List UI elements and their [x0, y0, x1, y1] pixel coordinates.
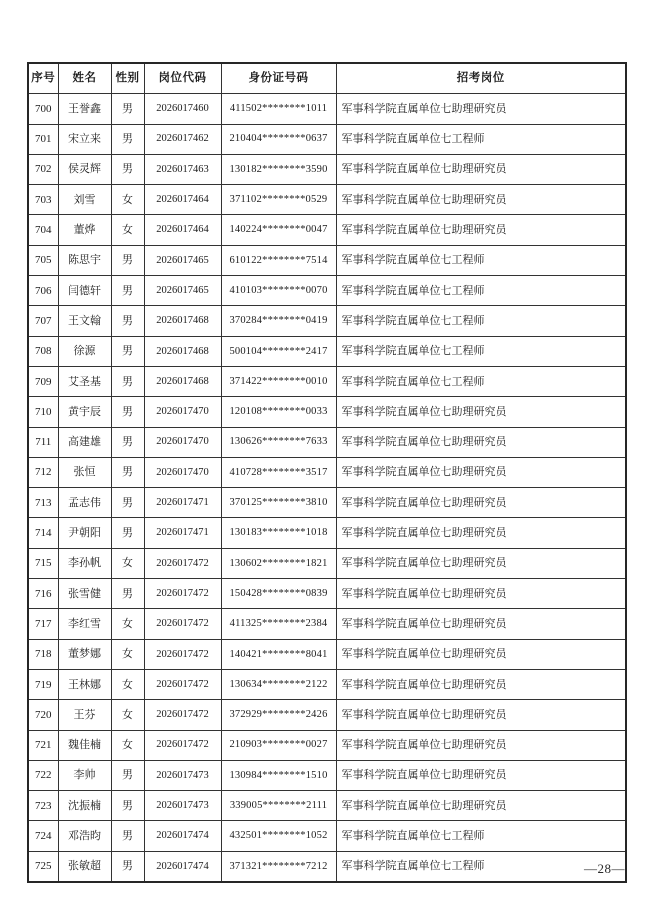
name-cell: 尹朝阳	[58, 518, 111, 548]
table-row	[28, 185, 626, 215]
recruit-position-cell: 军事科学院直属单位七助理研究员	[336, 730, 626, 760]
id-number-cell: 371321********7212	[221, 851, 336, 882]
table-row	[28, 336, 626, 366]
id-number-cell: 140421********8041	[221, 639, 336, 669]
recruit-position-cell: 军事科学院直属单位七助理研究员	[336, 154, 626, 184]
name-cell: 艾圣基	[58, 366, 111, 396]
position-code-cell: 2026017473	[144, 791, 221, 821]
name-cell: 宋立来	[58, 124, 111, 154]
gender-cell: 女	[111, 669, 144, 699]
name-cell: 张敏超	[58, 851, 111, 882]
recruit-position-cell: 军事科学院直属单位七助理研究员	[336, 427, 626, 457]
name-cell: 王誉鑫	[58, 94, 111, 124]
header-id-number-cell: 身份证号码	[221, 63, 336, 94]
serial-cell: 708	[28, 336, 58, 366]
recruit-position-cell: 军事科学院直属单位七助理研究员	[336, 760, 626, 790]
name-cell: 徐源	[58, 336, 111, 366]
serial-cell: 724	[28, 821, 58, 851]
serial-cell: 704	[28, 215, 58, 245]
table-row	[28, 548, 626, 578]
position-code-cell: 2026017471	[144, 518, 221, 548]
id-number-cell: 130984********1510	[221, 760, 336, 790]
gender-cell: 女	[111, 609, 144, 639]
gender-cell: 男	[111, 791, 144, 821]
table-header-row	[28, 63, 626, 94]
serial-cell: 718	[28, 639, 58, 669]
name-cell: 刘雪	[58, 185, 111, 215]
name-cell: 陈思宇	[58, 245, 111, 275]
id-number-cell: 410728********3517	[221, 457, 336, 487]
header-serial-cell: 序号	[28, 63, 58, 94]
name-cell: 侯灵辉	[58, 154, 111, 184]
header-position-code-cell: 岗位代码	[144, 63, 221, 94]
name-cell: 邓浩昀	[58, 821, 111, 851]
serial-cell: 706	[28, 276, 58, 306]
position-code-cell: 2026017472	[144, 579, 221, 609]
table-row	[28, 700, 626, 730]
recruit-position-cell: 军事科学院直属单位七助理研究员	[336, 518, 626, 548]
serial-cell: 715	[28, 548, 58, 578]
name-cell: 张雪健	[58, 579, 111, 609]
recruit-position-cell: 军事科学院直属单位七工程师	[336, 851, 626, 882]
table-row	[28, 579, 626, 609]
id-number-cell: 210903********0027	[221, 730, 336, 760]
id-number-cell: 610122********7514	[221, 245, 336, 275]
table-row	[28, 215, 626, 245]
serial-cell: 713	[28, 488, 58, 518]
position-code-cell: 2026017472	[144, 669, 221, 699]
serial-cell: 717	[28, 609, 58, 639]
table-row	[28, 639, 626, 669]
serial-cell: 705	[28, 245, 58, 275]
name-cell: 孟志伟	[58, 488, 111, 518]
recruit-position-cell: 军事科学院直属单位七助理研究员	[336, 488, 626, 518]
position-code-cell: 2026017472	[144, 639, 221, 669]
position-code-cell: 2026017468	[144, 306, 221, 336]
position-code-cell: 2026017471	[144, 488, 221, 518]
gender-cell: 男	[111, 245, 144, 275]
recruit-position-cell: 军事科学院直属单位七助理研究员	[336, 579, 626, 609]
recruit-position-cell: 军事科学院直属单位七工程师	[336, 336, 626, 366]
serial-cell: 714	[28, 518, 58, 548]
recruit-position-cell: 军事科学院直属单位七助理研究员	[336, 397, 626, 427]
position-code-cell: 2026017472	[144, 730, 221, 760]
table-body	[28, 94, 626, 882]
name-cell: 沈振楠	[58, 791, 111, 821]
table-row	[28, 791, 626, 821]
position-code-cell: 2026017472	[144, 700, 221, 730]
position-code-cell: 2026017460	[144, 94, 221, 124]
gender-cell: 女	[111, 548, 144, 578]
gender-cell: 男	[111, 760, 144, 790]
table-row	[28, 821, 626, 851]
position-code-cell: 2026017470	[144, 427, 221, 457]
header-name-cell: 姓名	[58, 63, 111, 94]
recruit-position-cell: 军事科学院直属单位七助理研究员	[336, 639, 626, 669]
position-code-cell: 2026017474	[144, 851, 221, 882]
recruit-position-cell: 军事科学院直属单位七助理研究员	[336, 215, 626, 245]
gender-cell: 女	[111, 730, 144, 760]
position-code-cell: 2026017473	[144, 760, 221, 790]
position-code-cell: 2026017465	[144, 276, 221, 306]
table-row	[28, 94, 626, 124]
table-row	[28, 306, 626, 336]
position-code-cell: 2026017470	[144, 457, 221, 487]
id-number-cell: 339005********2111	[221, 791, 336, 821]
position-code-cell: 2026017465	[144, 245, 221, 275]
gender-cell: 男	[111, 124, 144, 154]
serial-cell: 707	[28, 306, 58, 336]
name-cell: 李红雪	[58, 609, 111, 639]
serial-cell: 703	[28, 185, 58, 215]
id-number-cell: 370284********0419	[221, 306, 336, 336]
recruit-position-cell: 军事科学院直属单位七助理研究员	[336, 457, 626, 487]
header-recruit-position-cell: 招考岗位	[336, 63, 626, 94]
name-cell: 李孙帆	[58, 548, 111, 578]
id-number-cell: 130602********1821	[221, 548, 336, 578]
id-number-cell: 371422********0010	[221, 366, 336, 396]
table-row	[28, 457, 626, 487]
name-cell: 王林娜	[58, 669, 111, 699]
gender-cell: 男	[111, 276, 144, 306]
recruit-position-cell: 军事科学院直属单位七工程师	[336, 821, 626, 851]
serial-cell: 709	[28, 366, 58, 396]
position-code-cell: 2026017468	[144, 366, 221, 396]
recruit-position-cell: 军事科学院直属单位七助理研究员	[336, 791, 626, 821]
serial-cell: 712	[28, 457, 58, 487]
recruit-position-cell: 军事科学院直属单位七助理研究员	[336, 548, 626, 578]
serial-cell: 723	[28, 791, 58, 821]
position-code-cell: 2026017468	[144, 336, 221, 366]
id-number-cell: 130626********7633	[221, 427, 336, 457]
position-code-cell: 2026017464	[144, 215, 221, 245]
gender-cell: 男	[111, 94, 144, 124]
recruit-position-cell: 军事科学院直属单位七助理研究员	[336, 700, 626, 730]
id-number-cell: 130182********3590	[221, 154, 336, 184]
applicant-table	[27, 62, 627, 883]
table-row	[28, 366, 626, 396]
table-row	[28, 397, 626, 427]
name-cell: 王文翰	[58, 306, 111, 336]
name-cell: 董梦娜	[58, 639, 111, 669]
table-row	[28, 851, 626, 882]
gender-cell: 男	[111, 397, 144, 427]
serial-cell: 701	[28, 124, 58, 154]
name-cell: 魏佳楠	[58, 730, 111, 760]
name-cell: 闫德轩	[58, 276, 111, 306]
gender-cell: 男	[111, 154, 144, 184]
position-code-cell: 2026017462	[144, 124, 221, 154]
serial-cell: 720	[28, 700, 58, 730]
position-code-cell: 2026017470	[144, 397, 221, 427]
gender-cell: 女	[111, 700, 144, 730]
gender-cell: 男	[111, 306, 144, 336]
name-cell: 张恒	[58, 457, 111, 487]
table-row	[28, 730, 626, 760]
serial-cell: 700	[28, 94, 58, 124]
gender-cell: 男	[111, 821, 144, 851]
id-number-cell: 130183********1018	[221, 518, 336, 548]
id-number-cell: 210404********0637	[221, 124, 336, 154]
id-number-cell: 432501********1052	[221, 821, 336, 851]
position-code-cell: 2026017464	[144, 185, 221, 215]
recruit-position-cell: 军事科学院直属单位七工程师	[336, 124, 626, 154]
gender-cell: 男	[111, 579, 144, 609]
table-row	[28, 245, 626, 275]
serial-cell: 722	[28, 760, 58, 790]
recruit-position-cell: 军事科学院直属单位七工程师	[336, 306, 626, 336]
gender-cell: 女	[111, 215, 144, 245]
gender-cell: 男	[111, 518, 144, 548]
recruit-position-cell: 军事科学院直属单位七助理研究员	[336, 185, 626, 215]
serial-cell: 716	[28, 579, 58, 609]
name-cell: 黄宇辰	[58, 397, 111, 427]
serial-cell: 719	[28, 669, 58, 699]
header-gender-cell: 性别	[111, 63, 144, 94]
id-number-cell: 140224********0047	[221, 215, 336, 245]
id-number-cell: 130634********2122	[221, 669, 336, 699]
table-row	[28, 154, 626, 184]
table-row	[28, 669, 626, 699]
recruit-position-cell: 军事科学院直属单位七工程师	[336, 366, 626, 396]
table-row	[28, 609, 626, 639]
name-cell: 董烨	[58, 215, 111, 245]
id-number-cell: 411325********2384	[221, 609, 336, 639]
id-number-cell: 120108********0033	[221, 397, 336, 427]
serial-cell: 721	[28, 730, 58, 760]
name-cell: 高建雄	[58, 427, 111, 457]
id-number-cell: 410103********0070	[221, 276, 336, 306]
id-number-cell: 372929********2426	[221, 700, 336, 730]
serial-cell: 710	[28, 397, 58, 427]
gender-cell: 男	[111, 336, 144, 366]
id-number-cell: 500104********2417	[221, 336, 336, 366]
table-row	[28, 427, 626, 457]
position-code-cell: 2026017472	[144, 609, 221, 639]
table-row	[28, 488, 626, 518]
id-number-cell: 150428********0839	[221, 579, 336, 609]
gender-cell: 男	[111, 366, 144, 396]
gender-cell: 男	[111, 851, 144, 882]
recruit-position-cell: 军事科学院直属单位七助理研究员	[336, 94, 626, 124]
name-cell: 王芬	[58, 700, 111, 730]
gender-cell: 男	[111, 457, 144, 487]
gender-cell: 女	[111, 639, 144, 669]
table-row	[28, 518, 626, 548]
id-number-cell: 411502********1011	[221, 94, 336, 124]
page-number: —28—	[584, 861, 625, 876]
recruit-position-cell: 军事科学院直属单位七助理研究员	[336, 609, 626, 639]
table-row	[28, 276, 626, 306]
gender-cell: 男	[111, 488, 144, 518]
name-cell: 李帅	[58, 760, 111, 790]
gender-cell: 男	[111, 427, 144, 457]
gender-cell: 女	[111, 185, 144, 215]
recruit-position-cell: 军事科学院直属单位七工程师	[336, 245, 626, 275]
position-code-cell: 2026017472	[144, 548, 221, 578]
position-code-cell: 2026017463	[144, 154, 221, 184]
serial-cell: 711	[28, 427, 58, 457]
position-code-cell: 2026017474	[144, 821, 221, 851]
serial-cell: 725	[28, 851, 58, 882]
serial-cell: 702	[28, 154, 58, 184]
recruit-position-cell: 军事科学院直属单位七工程师	[336, 276, 626, 306]
id-number-cell: 370125********3810	[221, 488, 336, 518]
table-row	[28, 124, 626, 154]
recruit-position-cell: 军事科学院直属单位七助理研究员	[336, 669, 626, 699]
table-row	[28, 760, 626, 790]
id-number-cell: 371102********0529	[221, 185, 336, 215]
